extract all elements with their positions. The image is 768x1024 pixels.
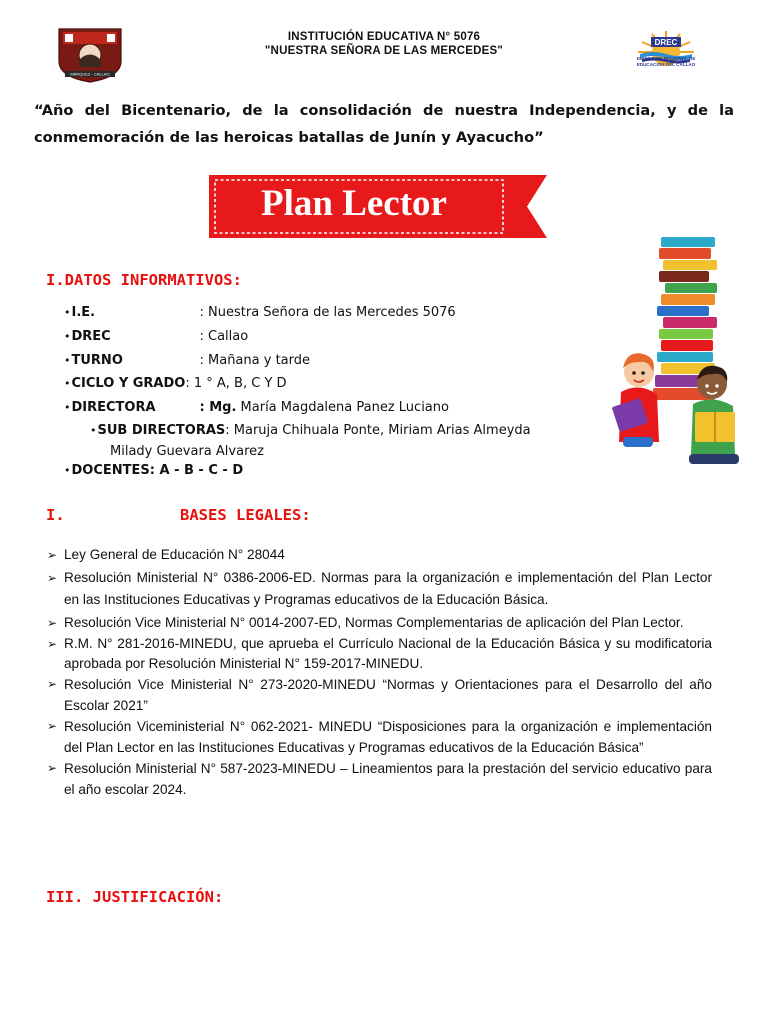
list-item: ➢ Resolución Ministerial N° 587-2023-MINEDU – Lineamientos para la prestación del servicio educativo para el año escolar 2024. <box>47 758 712 800</box>
datos-value-subdirectoras-cont: Milady Guevara Alvarez <box>110 444 264 459</box>
section-bases-number: I. <box>46 506 65 524</box>
drec-logo <box>628 28 704 76</box>
datos-row-turno: •TURNO : Mañana y tarde <box>64 351 310 371</box>
list-item: ➢ Resolución Viceministerial N° 062-2021- MINEDU “Disposiciones para la organización e implementación del Plan Lector en las Instituciones Educativas y Programas educativos de la Educación Básica” <box>47 716 712 758</box>
institution-name: INSTITUCIÓN EDUCATIVA N° 5076 <box>287 31 481 43</box>
drec-caption-line1: DIRECCIÓN REGIONAL DE <box>636 56 696 61</box>
section-justificacion-title: III. JUSTIFICACIÓN: <box>46 888 224 906</box>
datos-row-subdirectoras-cont <box>110 442 264 462</box>
datos-value-directora-title: : Mg. <box>199 400 237 415</box>
datos-value-directora: María Magdalena Panez Luciano <box>236 400 449 415</box>
datos-value-drec: : Callao <box>199 329 249 344</box>
drec-logo-text: DREC <box>654 38 678 47</box>
datos-key-drec: DREC <box>71 329 111 344</box>
list-item: ➢ Ley General de Educación N° 28044 <box>47 544 712 567</box>
list-item: ➢ Resolución Vice Ministerial N° 0014-2007-ED, Normas Complementarias de aplicación del Plan Lector. <box>47 612 712 635</box>
list-item: ➢ Resolución Vice Ministerial N° 273-2020-MINEDU “Normas y Orientaciones para el Desarrollo del año Escolar 2021” <box>47 674 712 716</box>
datos-row-docentes: •DOCENTES: A - B - C - D <box>64 461 243 481</box>
datos-row-directora: •DIRECTORA : Mg. María Magdalena Panez Luciano <box>64 398 449 418</box>
institution-subname: "NUESTRA SEÑORA DE LAS MERCEDES" <box>264 45 504 57</box>
arrow-bullet-icon: ➢ <box>47 548 58 562</box>
datos-row-drec: •DREC : Callao <box>64 327 248 347</box>
school-crest-logo <box>55 27 125 83</box>
list-item: ➢ R.M. N° 281-2016-MINEDU, que aprueba el Currículo Nacional de la Educación Básica y su modificatoria aprobada por Resolución Ministerial N° 159-2017-MINEDU. <box>47 636 712 671</box>
list-item: ➢ Resolución Ministerial N° 0386-2006-ED. Normas para la organización e implementación del Plan Lector en las Instituciones Educativas y Programas educativos de la Educación Básica. <box>47 567 712 612</box>
arrow-bullet-icon: ➢ <box>47 719 58 733</box>
datos-value-subdirectoras: : Maruja Chihuala Ponte, Miriam Arias Almeyda <box>225 423 531 438</box>
arrow-bullet-icon: ➢ <box>47 637 58 651</box>
year-motto: “Año del Bicentenario, de la consolidación de nuestra Independencia, y de la conmemoración de las heroicas batallas de Junín y Ayacucho” <box>34 102 734 146</box>
arrow-bullet-icon: ➢ <box>47 677 58 691</box>
crest-text: MÁRQUEZ - CALLAO <box>70 71 110 77</box>
datos-value-ie: : Nuestra Señora de las Mercedes 5076 <box>199 305 456 320</box>
arrow-bullet-icon: ➢ <box>47 761 58 775</box>
bases-legales-list <box>47 544 712 800</box>
arrow-bullet-icon: ➢ <box>47 570 58 585</box>
section-datos-title: I.DATOS INFORMATIVOS: <box>46 271 242 289</box>
datos-key-subdirectoras: SUB DIRECTORAS <box>97 423 226 438</box>
drec-caption-line2: EDUCACIÓN DEL CALLAO <box>636 62 696 67</box>
arrow-bullet-icon: ➢ <box>47 615 58 630</box>
datos-key-docentes: DOCENTES <box>71 463 150 478</box>
datos-key-ciclo: CICLO Y GRADO <box>71 376 186 391</box>
plan-lector-title: Plan Lector <box>261 183 447 224</box>
datos-row-subdirectoras: •SUB DIRECTORAS: Maruja Chihuala Ponte, Miriam Arias Almeyda <box>90 421 531 441</box>
datos-value-ciclo: : 1 ° A, B, C Y D <box>185 376 287 391</box>
section-bases-title: BASES LEGALES: <box>180 506 311 524</box>
datos-key-turno: TURNO <box>71 353 123 368</box>
datos-value-turno: : Mañana y tarde <box>199 353 310 368</box>
datos-row-ie: •I.E. : Nuestra Señora de las Mercedes 5076 <box>64 303 456 323</box>
datos-value-docentes: : A - B - C - D <box>149 463 244 478</box>
datos-row-ciclo: •CICLO Y GRADO: 1 ° A, B, C Y D <box>64 374 287 394</box>
datos-key-ie: I.E. <box>71 305 96 320</box>
children-reading-illustration <box>609 232 749 467</box>
datos-key-directora: DIRECTORA <box>71 400 156 415</box>
